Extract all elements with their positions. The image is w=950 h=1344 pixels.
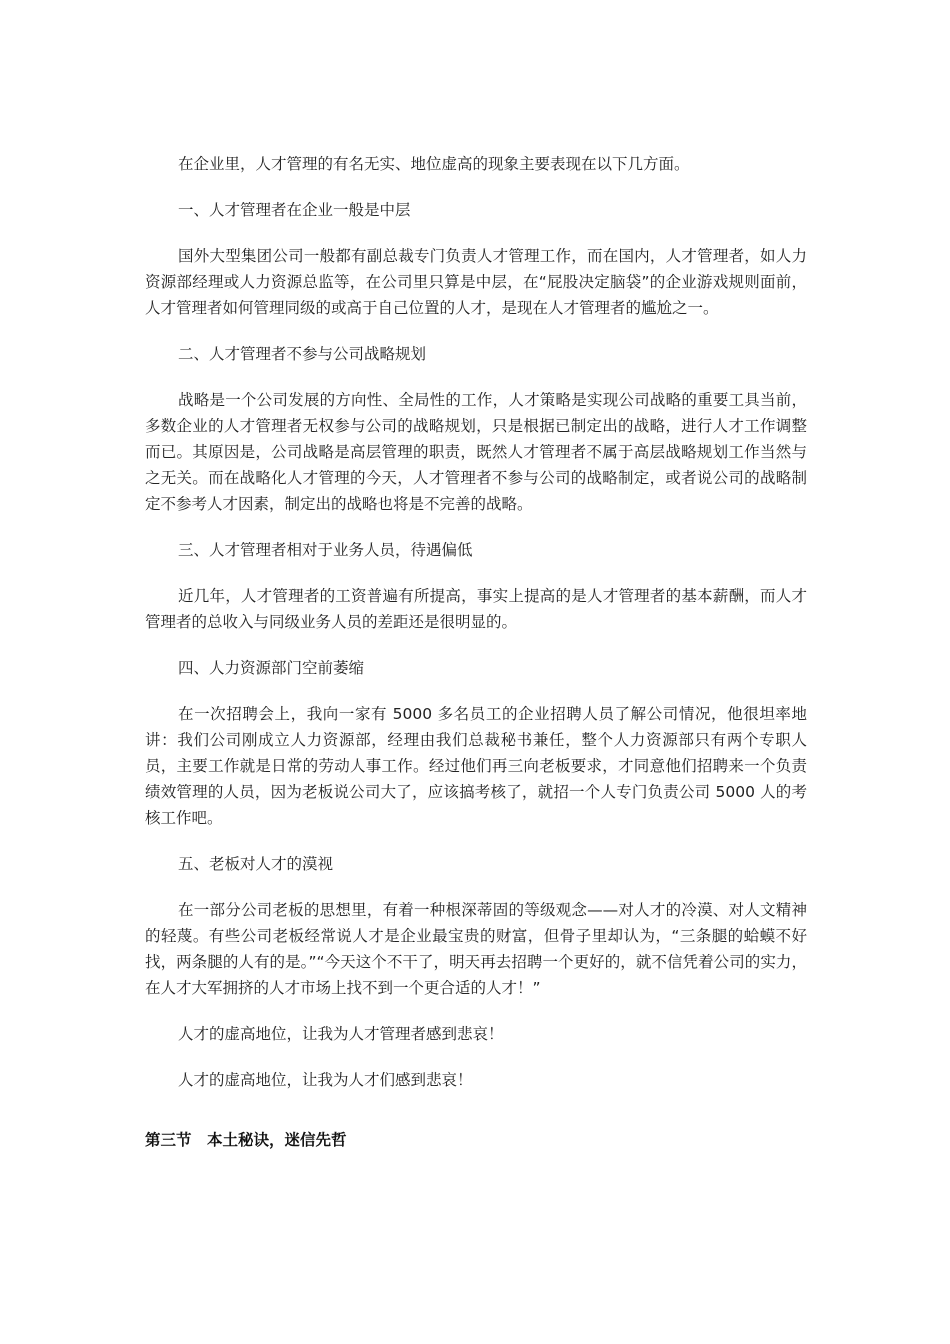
document-page (145, 151, 807, 1153)
closing-line-1: 人才的虚高地位，让我为人才管理者感到悲哀！ (178, 1025, 504, 1043)
body-paragraph-1: 国外大型集团公司一般都有副总裁专门负责人才管理工作，而在国内，人才管理者，如人力资源部经理或人力资源总监等，在公司里只算是中层，在“屁股决定脑袋”的企业游戏规则面前，人才管理者如何管理同级的或高于自己位置的人才，是现在人才管理者的尴尬之一。 (145, 247, 807, 317)
body-paragraph-4: 在一次招聘会上，我向一家有 5000 多名员工的企业招聘人员了解公司情况，他很坦率地讲：我们公司刚成立人力资源部，经理由我们总裁秘书兼任，整个人力资源部只有两个专职人员，主要工作就是日常的劳动人事工作。经过他们再三向老板要求，才同意他们招聘来一个负责绩效管理的人员，因为老板说公司大了，应该搞考核了，就招一个人专门负责公司 5000 人的考核工作吧。 (145, 705, 807, 827)
subheading-4: 四、人力资源部门空前萎缩 (178, 659, 365, 677)
subheading-2: 二、人才管理者不参与公司战略规划 (178, 345, 427, 363)
subheading-3: 三、人才管理者相对于业务人员，待遇偏低 (178, 541, 473, 559)
closing-line-2: 人才的虚高地位，让我为人才们感到悲哀！ (178, 1071, 473, 1089)
intro-paragraph: 在企业里，人才管理的有名无实、地位虚高的现象主要表现在以下几方面。 (178, 155, 690, 173)
body-paragraph-2: 战略是一个公司发展的方向性、全局性的工作，人才策略是实现公司战略的重要工具当前，多数企业的人才管理者无权参与公司的战略规划，只是根据已制定出的战略，进行人才工作调整而已。其原因是，公司战略是高层管理的职责，既然人才管理者不属于高层战略规划工作当然与之无关。而在战略化人才管理的今天，人才管理者不参与公司的战略制定，或者说公司的战略制定不参考人才因素，制定出的战略也将是不完善的战略。 (145, 391, 807, 513)
body-paragraph-5: 在一部分公司老板的思想里，有着一种根深蒂固的等级观念——对人才的冷漠、对人文精神的轻蔑。有些公司老板经常说人才是企业最宝贵的财富，但骨子里却认为，“三条腿的蛤蟆不好找，两条腿的人有的是。”“今天这个不干了，明天再去招聘一个更好的，就不信凭着公司的实力，在人才大军拥挤的人才市场上找不到一个更合适的人才！” (145, 901, 807, 997)
section-heading: 第三节 本土秘诀，迷信先哲 (145, 1131, 347, 1149)
body-paragraph-3: 近几年，人才管理者的工资普遍有所提高，事实上提高的是人才管理者的基本薪酬，而人才管理者的总收入与同级业务人员的差距还是很明显的。 (145, 587, 807, 631)
subheading-5: 五、老板对人才的漠视 (178, 855, 334, 873)
subheading-1: 一、人才管理者在企业一般是中层 (178, 201, 411, 219)
